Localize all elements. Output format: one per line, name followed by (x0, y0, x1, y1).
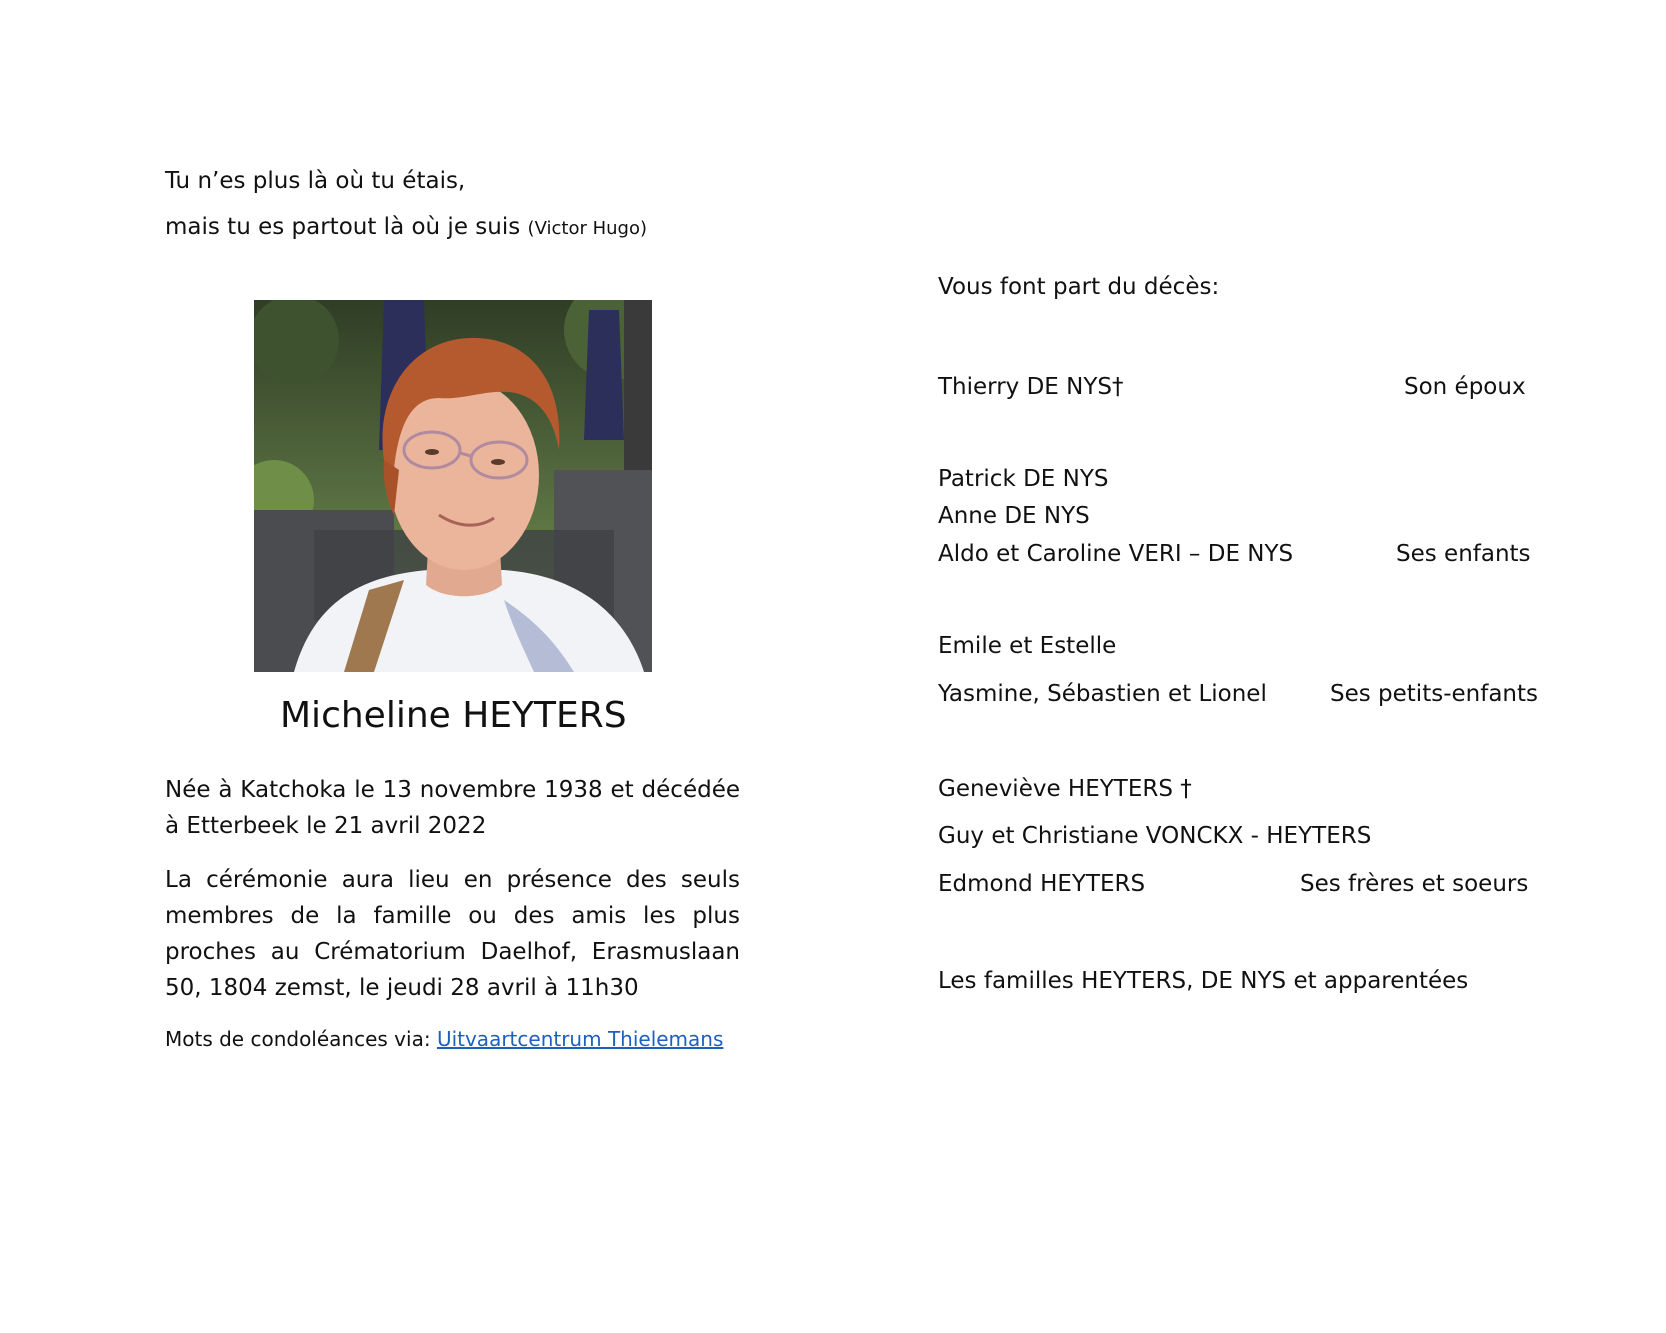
siblings-relation: Ses frères et soeurs (1300, 871, 1529, 897)
announcement-intro: Vous font part du décès: (938, 274, 1220, 300)
child-name-3: Aldo et Caroline VERI – DE NYS (938, 541, 1294, 567)
ceremony-paragraph: La cérémonie aura lieu en présence des seuls membres de la famille ou des amis les plus proches au Crématorium Daelhof, Erasmuslaan 50, 1804 zemst, le jeudi 28 avril à 11h30 (165, 867, 740, 1001)
spouse-relation: Son époux (1404, 374, 1526, 400)
sibling-name-1: Geneviève HEYTERS † (938, 776, 1192, 802)
deceased-name: Micheline HEYTERS (280, 695, 627, 736)
condolences-link[interactable]: Uitvaartcentrum Thielemans (436, 1027, 724, 1051)
grandchildren-relation: Ses petits-enfants (1330, 681, 1538, 707)
grandchild-name-2: Yasmine, Sébastien et Lionel (938, 681, 1267, 707)
quote-author: (Victor Hugo) (527, 218, 647, 239)
condolences-line (165, 1027, 723, 1051)
quote-line-2 (165, 214, 647, 240)
quote-text: mais tu es partout là où je suis (165, 214, 521, 240)
portrait-illustration (254, 300, 652, 672)
children-relation: Ses enfants (1396, 541, 1531, 567)
condolences-label: Mots de condoléances via: (165, 1027, 431, 1051)
child-name-2: Anne DE NYS (938, 503, 1090, 529)
families-line: Les familles HEYTERS, DE NYS et apparentées (938, 968, 1469, 994)
spouse-name: Thierry DE NYS† (938, 374, 1124, 400)
grandchild-name-1: Emile et Estelle (938, 633, 1117, 659)
birth-death-paragraph: Née à Katchoka le 13 novembre 1938 et décédée à Etterbeek le 21 avril 2022 (165, 777, 740, 839)
sibling-name-2: Guy et Christiane VONCKX - HEYTERS (938, 823, 1372, 849)
quote-line-1: Tu n’es plus là où tu étais, (165, 168, 466, 194)
portrait-photo (254, 300, 652, 672)
child-name-1: Patrick DE NYS (938, 466, 1109, 492)
sibling-name-3: Edmond HEYTERS (938, 871, 1146, 897)
